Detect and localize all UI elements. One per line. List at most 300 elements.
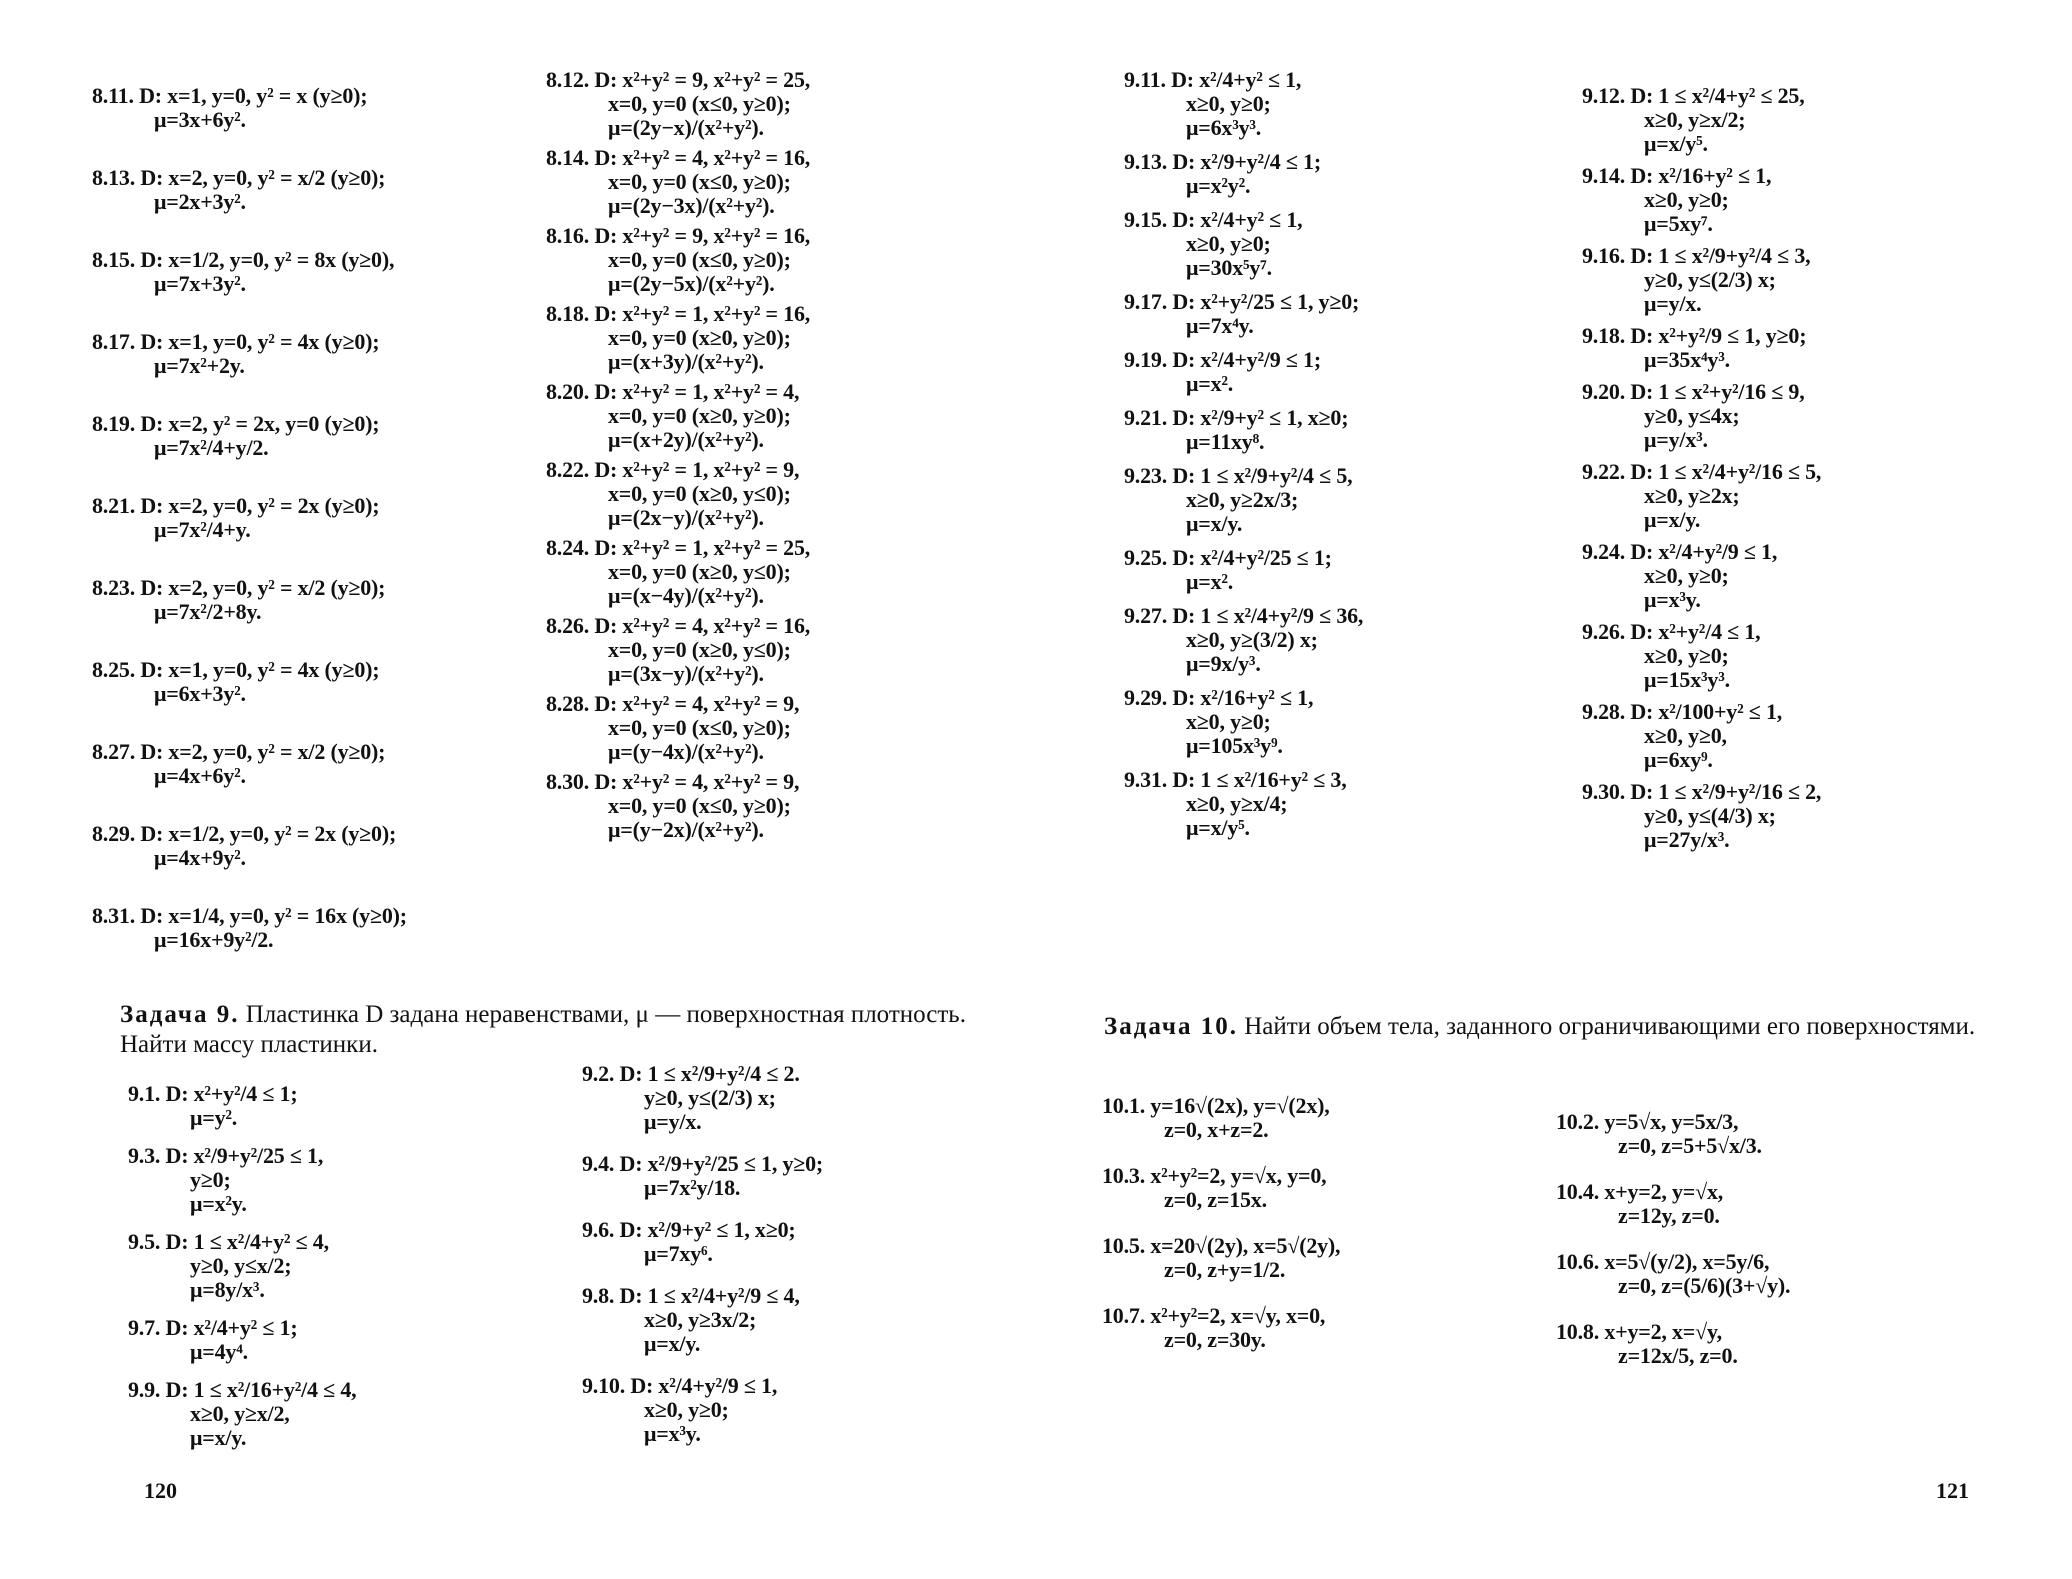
problem-item [1582,324,2052,372]
problem-item [1556,1180,2036,1228]
right-page [1036,0,2072,1579]
problem-text: D: x²/9+y²/4 ≤ 1; [1167,149,1321,174]
problem-continuation-line: μ=x/y. [1186,511,1243,536]
problem-continuation-line: μ=30x⁵y⁷. [1186,255,1272,280]
problem-item [92,658,532,706]
problem-first-line [546,302,1016,326]
problem-item [1124,464,1564,536]
problem-text: D: x²/9+y² ≤ 1, x≥0; [614,1217,796,1242]
problem-item [1582,380,2052,452]
problem-continuation-line: x=0, y=0 (x≥0, y≥0); [608,403,791,428]
problem-item [128,1082,548,1130]
problem-continuation-line: μ=x². [1186,569,1234,594]
problem-item [1124,208,1564,280]
problem-continuation-line: x=0, y=0 (x≤0, y≥0); [608,91,791,116]
problem-number: 8.19. [92,411,136,436]
problem-item [1102,1304,1542,1352]
problem-continuation-line: μ=x². [1186,371,1234,396]
problem-first-line [1556,1180,2036,1204]
problem-first-line [92,166,532,190]
problem-continuation-line: z=0, z=15x. [1164,1187,1267,1212]
problem-number: 8.28. [546,691,590,716]
problem-continuation-line: x≥0, y≥x/4; [1186,791,1288,816]
problem-item [1124,686,1564,758]
problem-first-line [92,494,532,518]
problem-number: 10.7. [1102,1303,1146,1328]
task9-column-b-right [1582,84,2052,860]
problem-first-line [1124,208,1564,232]
problem-number: 8.16. [546,223,590,248]
problem-number: 9.5. [128,1229,161,1254]
problem-first-line [1124,68,1564,92]
problem-item [128,1230,548,1302]
problem-text: D: x²/4+y²/25 ≤ 1; [1167,545,1332,570]
problem-item [1102,1234,1542,1282]
problem-number: 8.15. [92,247,136,272]
problem-number: 10.3. [1102,1163,1146,1188]
problem-item [92,248,532,296]
problem-first-line [546,770,1016,794]
problem-first-line [546,536,1016,560]
problem-text: D: x²+y² = 4, x²+y² = 9, [589,769,800,794]
problem-item [1582,84,2052,156]
problem-number: 8.23. [92,575,136,600]
problem-continuation-line: μ=3x+6y². [154,107,246,132]
problem-continuation-line: μ=6xy⁹. [1644,747,1713,772]
problem-item [1102,1094,1542,1142]
problem-continuation-line: μ=7x²/4+y/2. [154,435,269,460]
page-number-right: 121 [1936,1478,1969,1503]
problem-number: 8.13. [92,165,136,190]
problem-first-line [92,412,532,436]
problem-number: 9.30. [1582,779,1626,804]
problem-item [1556,1320,2036,1368]
page-number-left: 120 [144,1478,177,1503]
problem-continuation-line: μ=y/x. [644,1109,702,1134]
problem-continuation-line: μ=y/x³. [1644,427,1708,452]
problem-item [92,412,532,460]
problem-item [92,84,532,132]
problem-text: x+y=2, x=√y, [1599,1319,1722,1344]
problem-first-line [1582,164,2052,188]
problem-item [582,1062,1022,1134]
problem-text: D: x=2, y=0, y² = x/2 (y≥0); [135,739,386,764]
problem-continuation-line: μ=x/y. [190,1425,247,1450]
problem-number: 9.21. [1124,405,1168,430]
problem-number: 9.15. [1124,207,1168,232]
problem-number: 9.6. [582,1217,615,1242]
problem-number: 9.31. [1124,767,1168,792]
problem-continuation-line: y≥0, y≤4x; [1644,403,1740,428]
problem-text: D: x²+y²/4 ≤ 1; [160,1081,298,1106]
problem-continuation-line: μ=7x²+2y. [154,353,245,378]
problem-number: 8.31. [92,903,136,928]
problem-item [582,1374,1022,1446]
problem-continuation-line: μ=y². [190,1105,238,1130]
problem-continuation-line: y≥0; [190,1167,231,1192]
problem-continuation-line: μ=7x⁴y. [1186,313,1254,338]
problem-continuation-line: x≥0, y≥0; [1186,91,1271,116]
problem-continuation-line: μ=(x−4y)/(x²+y²). [608,583,764,608]
problem-item [1124,768,1564,840]
problem-number: 9.24. [1582,539,1626,564]
problem-continuation-line: y≥0, y≤x/2; [190,1253,292,1278]
problem-text: D: x²+y² = 1, x²+y² = 4, [589,379,800,404]
problem-text: D: x²/16+y² ≤ 1, [1625,163,1772,188]
problem-first-line [1582,620,2052,644]
problem-continuation-line: x≥0, y≥0; [1644,643,1729,668]
task9-column-a [128,1082,548,1464]
problem-item [92,904,532,952]
problem-text: D: x²+y² = 4, x²+y² = 16, [589,145,811,170]
problem-continuation-line: μ=(x+3y)/(x²+y²). [608,349,764,374]
problem-continuation-line: μ=4y⁴. [190,1339,248,1364]
problem-first-line [1556,1250,2036,1274]
problem-number: 8.26. [546,613,590,638]
problem-continuation-line: x≥0, y≥0; [1186,231,1271,256]
problem-first-line [92,84,532,108]
problem-number: 8.29. [92,821,136,846]
problem-continuation-line: μ=7x+3y². [154,271,246,296]
problem-text: D: x²+y² = 1, x²+y² = 9, [589,457,800,482]
problem-text: x=5√(y/2), x=5y/6, [1599,1249,1770,1274]
problem-number: 9.28. [1582,699,1626,724]
problem-number: 9.1. [128,1081,161,1106]
problem-first-line [582,1062,1022,1086]
problem-continuation-line: μ=8y/x³. [190,1277,265,1302]
problem-continuation-line: x≥0, y≥(3/2) x; [1186,627,1318,652]
task8-column-a [92,84,532,986]
problem-number: 9.26. [1582,619,1626,644]
problem-continuation-line: z=0, z=30y. [1164,1327,1266,1352]
task10-column-b [1556,1110,2036,1390]
problem-number: 9.8. [582,1283,615,1308]
problem-continuation-line: y≥0, y≤(2/3) x; [644,1085,776,1110]
problem-item [92,822,532,870]
problem-continuation-line: x≥0, y≥0; [1644,187,1729,212]
problem-text: D: 1 ≤ x²/4+y²/9 ≤ 4, [614,1283,800,1308]
problem-text: D: x²+y² = 4, x²+y² = 16, [589,613,811,638]
problem-continuation-line: μ=(2y−x)/(x²+y²). [608,115,764,140]
problem-first-line [546,68,1016,92]
problem-continuation-line: x=0, y=0 (x≤0, y≥0); [608,715,791,740]
problem-first-line [128,1144,548,1168]
problem-continuation-line: x=0, y=0 (x≥0, y≥0); [608,325,791,350]
problem-continuation-line: z=0, z=5+5√x/3. [1618,1133,1762,1158]
problem-continuation-line: μ=9x/y³. [1186,651,1261,676]
problem-text: x²+y²=2, x=√y, x=0, [1145,1303,1326,1328]
problem-item [128,1144,548,1216]
problem-item [1124,348,1564,396]
task10-label: Задача 10. [1104,1013,1238,1040]
problem-continuation-line: z=12y, z=0. [1618,1203,1720,1228]
problem-continuation-line: x≥0, y≥0; [1186,709,1271,734]
problem-continuation-line: x≥0, y≥x/2, [190,1401,290,1426]
problem-number: 8.20. [546,379,590,404]
problem-continuation-line: μ=7xy⁶. [644,1241,713,1266]
problem-first-line [1102,1304,1542,1328]
problem-number: 9.18. [1582,323,1626,348]
problem-first-line [1582,780,2052,804]
problem-text: D: x=1, y=0, y² = x (y≥0); [133,83,368,108]
problem-number: 8.30. [546,769,590,794]
problem-continuation-line: μ=(2y−5x)/(x²+y²). [608,271,775,296]
problem-continuation-line: μ=x³y. [644,1421,701,1446]
problem-text: D: x²/4+y² ≤ 1, [1165,67,1302,92]
problem-text: D: x²+y²/25 ≤ 1, y≥0; [1167,289,1360,314]
problem-text: D: 1 ≤ x²/4+y² ≤ 4, [160,1229,329,1254]
problem-number: 9.29. [1124,685,1168,710]
problem-first-line [1582,700,2052,724]
problem-first-line [1582,324,2052,348]
problem-continuation-line: μ=x²y. [190,1191,247,1216]
problem-first-line [546,224,1016,248]
problem-continuation-line: μ=x/y⁵. [1644,131,1708,156]
problem-first-line [128,1082,548,1106]
problem-number: 9.13. [1124,149,1168,174]
problem-text: D: 1 ≤ x²/16+y²/4 ≤ 4, [160,1377,357,1402]
problem-item [128,1316,548,1364]
problem-continuation-line: μ=6x³y³. [1186,115,1262,140]
problem-continuation-line: μ=(2x−y)/(x²+y²). [608,505,764,530]
problem-number: 8.27. [92,739,136,764]
problem-first-line [128,1230,548,1254]
problem-item [546,146,1016,218]
task10-text: Найти объем тела, заданного ограничивающими его поверхностями. [1244,1013,1976,1040]
problem-continuation-line: x≥0, y≥0, [1644,723,1727,748]
problem-text: D: x=1, y=0, y² = 4x (y≥0); [135,329,380,354]
problem-item [546,68,1016,140]
problem-text: D: x²/9+y²/25 ≤ 1, y≥0; [614,1151,824,1176]
problem-first-line [128,1316,548,1340]
problem-first-line [1556,1110,2036,1134]
problem-continuation-line: μ=(3x−y)/(x²+y²). [608,661,764,686]
problem-continuation-line: μ=x/y⁵. [1186,815,1250,840]
problem-text: D: x²/4+y²/9 ≤ 1, [1625,539,1778,564]
problem-item [546,614,1016,686]
problem-continuation-line: μ=7x²/4+y. [154,517,251,542]
problem-first-line [1124,686,1564,710]
problem-text: x²+y²=2, y=√x, y=0, [1145,1163,1327,1188]
problem-continuation-line: x≥0, y≥x/2; [1644,107,1746,132]
problem-first-line [1582,380,2052,404]
problem-continuation-line: μ=6x+3y². [154,681,246,706]
problem-number: 10.1. [1102,1093,1146,1118]
problem-text: D: x²+y² = 1, x²+y² = 16, [589,301,811,326]
problem-item [1124,604,1564,676]
problem-first-line [546,380,1016,404]
problem-first-line [546,458,1016,482]
problem-first-line [1124,348,1564,372]
problem-continuation-line: μ=7x²/2+8y. [154,599,262,624]
problem-number: 8.12. [546,67,590,92]
problem-number: 8.18. [546,301,590,326]
problem-continuation-line: y≥0, y≤(4/3) x; [1644,803,1776,828]
problem-item [1124,406,1564,454]
problem-continuation-line: μ=(y−2x)/(x²+y²). [608,817,764,842]
problem-first-line [582,1152,1022,1176]
problem-item [1124,150,1564,198]
problem-first-line [1124,546,1564,570]
problem-first-line [1102,1234,1542,1258]
problem-number: 9.14. [1582,163,1626,188]
problem-text: D: x=2, y=0, y² = x/2 (y≥0); [135,165,386,190]
problem-number: 9.20. [1582,379,1626,404]
problem-first-line [92,576,532,600]
problem-continuation-line: μ=27y/x³. [1644,827,1730,852]
problem-continuation-line: z=12x/5, z=0. [1618,1343,1738,1368]
problem-first-line [1124,150,1564,174]
task9-label: Задача 9. [120,1001,240,1028]
problem-number: 8.22. [546,457,590,482]
problem-continuation-line: μ=x/y. [1644,507,1701,532]
problem-first-line [1582,460,2052,484]
problem-item [92,330,532,378]
problem-text: D: x²/4+y²/9 ≤ 1, [625,1373,778,1398]
problem-first-line [1582,84,2052,108]
problem-text: D: 1 ≤ x²/4+y²/16 ≤ 5, [1625,459,1822,484]
problem-continuation-line: μ=4x+6y². [154,763,246,788]
problem-first-line [1124,406,1564,430]
problem-item [1582,244,2052,316]
problem-item [546,224,1016,296]
problem-continuation-line: x=0, y=0 (x≥0, y≤0); [608,559,791,584]
problem-first-line [1124,768,1564,792]
problem-text: x+y=2, y=√x, [1599,1179,1724,1204]
problem-continuation-line: z=0, z+y=1/2. [1164,1257,1286,1282]
problem-item [92,494,532,542]
problem-continuation-line: μ=x³y. [1644,587,1701,612]
problem-first-line [128,1378,548,1402]
problem-number: 9.12. [1582,83,1626,108]
problem-number: 10.5. [1102,1233,1146,1258]
problem-first-line [1102,1164,1542,1188]
problem-continuation-line: x=0, y=0 (x≤0, y≥0); [608,247,791,272]
problem-continuation-line: μ=2x+3y². [154,189,246,214]
problem-text: D: 1 ≤ x²/9+y²/16 ≤ 2, [1625,779,1822,804]
problem-continuation-line: μ=(2y−3x)/(x²+y²). [608,193,775,218]
problem-continuation-line: x≥0, y≥3x/2; [644,1307,757,1332]
problem-text: x=20√(2y), x=5√(2y), [1145,1233,1341,1258]
problem-number: 9.23. [1124,463,1168,488]
problem-first-line [546,614,1016,638]
problem-continuation-line: μ=x²y². [1186,173,1251,198]
problem-continuation-line: μ=35x⁴y³. [1644,347,1730,372]
problem-continuation-line: x=0, y=0 (x≥0, y≤0); [608,637,791,662]
problem-number: 9.19. [1124,347,1168,372]
problem-continuation-line: μ=11xy⁸. [1186,429,1265,454]
problem-text: y=5√x, y=5x/3, [1599,1109,1739,1134]
problem-continuation-line: μ=(y−4x)/(x²+y²). [608,739,764,764]
problem-text: D: x²/4+y² ≤ 1, [1167,207,1303,232]
problem-first-line [546,146,1016,170]
problem-number: 9.4. [582,1151,615,1176]
problem-text: D: x=2, y² = 2x, y=0 (y≥0); [135,411,380,436]
task10-column-a [1102,1094,1542,1374]
problem-continuation-line: x≥0, y≥0; [1644,563,1729,588]
problem-text: D: x²/9+y²/25 ≤ 1, [160,1143,324,1168]
problem-item [546,302,1016,374]
problem-first-line [546,692,1016,716]
problem-text: D: 1 ≤ x²/16+y² ≤ 3, [1167,767,1347,792]
problem-continuation-line: μ=(x+2y)/(x²+y²). [608,427,764,452]
problem-continuation-line: x=0, y=0 (x≥0, y≤0); [608,481,791,506]
problem-item [546,692,1016,764]
problem-item [128,1378,548,1450]
problem-number: 9.17. [1124,289,1168,314]
problem-text: D: 1 ≤ x²/9+y²/4 ≤ 2. [614,1061,800,1086]
problem-text: D: x²+y² = 1, x²+y² = 25, [589,535,811,560]
problem-text: D: x²/9+y² ≤ 1, x≥0; [1167,405,1349,430]
problem-number: 8.17. [92,329,136,354]
task9-column-b [582,1062,1022,1464]
problem-text: D: x=1/4, y=0, y² = 16x (y≥0); [135,903,407,928]
problem-number: 9.9. [128,1377,161,1402]
problem-first-line [1102,1094,1542,1118]
problem-item [546,380,1016,452]
problem-first-line [1582,244,2052,268]
problem-continuation-line: x≥0, y≥2x/3; [1186,487,1299,512]
problem-item [1582,164,2052,236]
problem-first-line [582,1284,1022,1308]
problem-continuation-line: x=0, y=0 (x≤0, y≥0); [608,169,791,194]
problem-continuation-line: x≥0, y≥0; [644,1397,729,1422]
problem-number: 10.8. [1556,1319,1600,1344]
problem-first-line [92,822,532,846]
problem-first-line [92,330,532,354]
problem-item [1124,290,1564,338]
problem-item [1582,780,2052,852]
problem-item [546,536,1016,608]
problem-first-line [92,248,532,272]
problem-text: D: x²+y² = 9, x²+y² = 25, [589,67,811,92]
problem-first-line [1124,604,1564,628]
problem-continuation-line: μ=7x²y/18. [644,1175,741,1200]
problem-number: 9.3. [128,1143,161,1168]
task9-heading [120,1000,1000,1060]
problem-number: 8.25. [92,657,136,682]
problem-first-line [92,740,532,764]
problem-text: D: x=1, y=0, y² = 4x (y≥0); [135,657,380,682]
problem-continuation-line: z=0, z=(5/6)(3+√y). [1618,1273,1791,1298]
problem-first-line [1582,540,2052,564]
problem-text: D: 1 ≤ x²/4+y² ≤ 25, [1625,83,1805,108]
problem-number: 9.7. [128,1315,161,1340]
problem-item [546,770,1016,842]
task9-text: Пластинка D задана неравенствами, μ — поверхностная плотность. Найти массу пластинки. [120,1001,966,1058]
problem-continuation-line: μ=5xy⁷. [1644,211,1713,236]
task9-column-a-right [1124,68,1564,850]
problem-item [92,166,532,214]
problem-first-line [1124,464,1564,488]
problem-continuation-line: μ=16x+9y²/2. [154,927,274,952]
problem-number: 10.4. [1556,1179,1600,1204]
problem-item [1556,1250,2036,1298]
problem-text: D: x=2, y=0, y² = 2x (y≥0); [135,493,380,518]
problem-continuation-line: μ=105x³y⁹. [1186,733,1283,758]
problem-item [582,1152,1022,1200]
problem-text: y=16√(2x), y=√(2x), [1145,1093,1330,1118]
problem-continuation-line: x≥0, y≥2x; [1644,483,1740,508]
problem-number: 8.24. [546,535,590,560]
problem-text: D: x²+y² = 9, x²+y² = 16, [589,223,811,248]
problem-number: 9.25. [1124,545,1168,570]
problem-continuation-line: x=0, y=0 (x≤0, y≥0); [608,793,791,818]
problem-first-line [582,1218,1022,1242]
problem-item [1124,546,1564,594]
problem-item [1102,1164,1542,1212]
problem-text: D: x²/4+y² ≤ 1; [160,1315,298,1340]
